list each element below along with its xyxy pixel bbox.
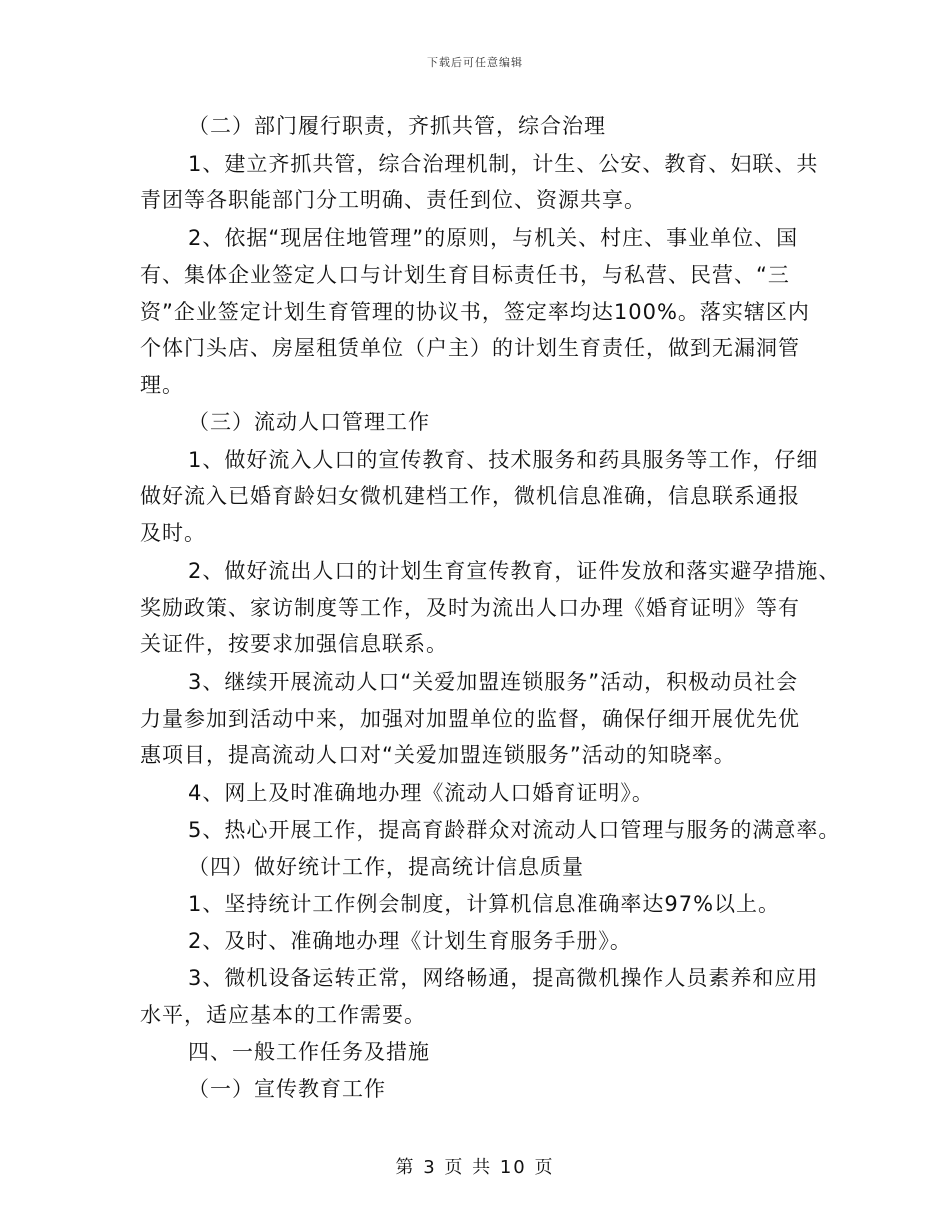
- paragraph-line: 5、热心开展工作，提高育龄群众对流动人口管理与服务的满意率。: [188, 818, 841, 842]
- paragraph-line: 水平，适应基本的工作需要。: [140, 1003, 426, 1027]
- paragraph-line: 青团等各职能部门分工明确、责任到位、资源共享。: [140, 188, 646, 212]
- paragraph-line: 2、及时、准确地办理《计划生育服务手册》。: [188, 929, 632, 953]
- paragraph-line: 3、继续开展流动人口“关爱加盟连锁服务”活动，积极动员社会: [188, 670, 799, 694]
- paragraph-line: 及时。: [140, 521, 206, 545]
- paragraph-line: 1、坚持统计工作例会制度，计算机信息准确率达97%以上。: [188, 892, 781, 916]
- paragraph-line: 关证件，按要求加强信息联系。: [140, 632, 448, 656]
- paragraph-line: 3、微机设备运转正常，网络畅通，提高微机操作人员素养和应用: [188, 966, 819, 990]
- paragraph-line: 资”企业签定计划生育管理的协议书，签定率均达100%。落实辖区内: [140, 300, 810, 324]
- paragraph-line: 个体门头店、房屋租赁单位（户主）的计划生育责任，做到无漏洞管: [140, 336, 800, 360]
- paragraph-line: 奖励政策、家访制度等工作，及时为流出人口办理《婚育证明》等有: [140, 596, 800, 620]
- paragraph-line: 1、做好流入人口的宣传教育、技术服务和药具服务等工作，仔细: [188, 448, 819, 472]
- section-heading-1: （一）宣传教育工作: [188, 1077, 386, 1101]
- section-heading-4: （四）做好统计工作，提高统计信息质量: [188, 855, 584, 879]
- paragraph-line: 4、网上及时准确地办理《流动人口婚育证明》。: [188, 781, 654, 805]
- paragraph-line: 1、建立齐抓共管，综合治理机制，计生、公安、教育、妇联、共: [188, 152, 819, 176]
- paragraph-line: 有、集体企业签定人口与计划生育目标责任书，与私营、民营、“三: [140, 263, 790, 287]
- header-note: 下载后可任意编辑: [427, 56, 523, 69]
- paragraph-line: 力量参加到活动中来，加强对加盟单位的监督，确保仔细开展优先优: [140, 707, 800, 731]
- paragraph-line: 2、依据“现居住地管理”的原则，与机关、村庄、事业单位、国: [188, 226, 799, 250]
- paragraph-line: 理。: [140, 373, 184, 397]
- section-heading-2: （二）部门履行职责，齐抓共管，综合治理: [188, 114, 606, 138]
- paragraph-line: 做好流入已婚育龄妇女微机建档工作，微机信息准确，信息联系通报: [140, 484, 800, 508]
- section-heading-3: （三）流动人口管理工作: [188, 410, 430, 434]
- chapter-heading: 四、一般工作任务及措施: [188, 1040, 430, 1064]
- paragraph-line: 2、做好流出人口的计划生育宣传教育，证件发放和落实避孕措施、: [188, 559, 841, 583]
- page-number-footer: 第 3 页 共 10 页: [395, 1157, 555, 1178]
- paragraph-line: 惠项目，提高流动人口对“关爱加盟连锁服务”活动的知晓率。: [140, 743, 736, 767]
